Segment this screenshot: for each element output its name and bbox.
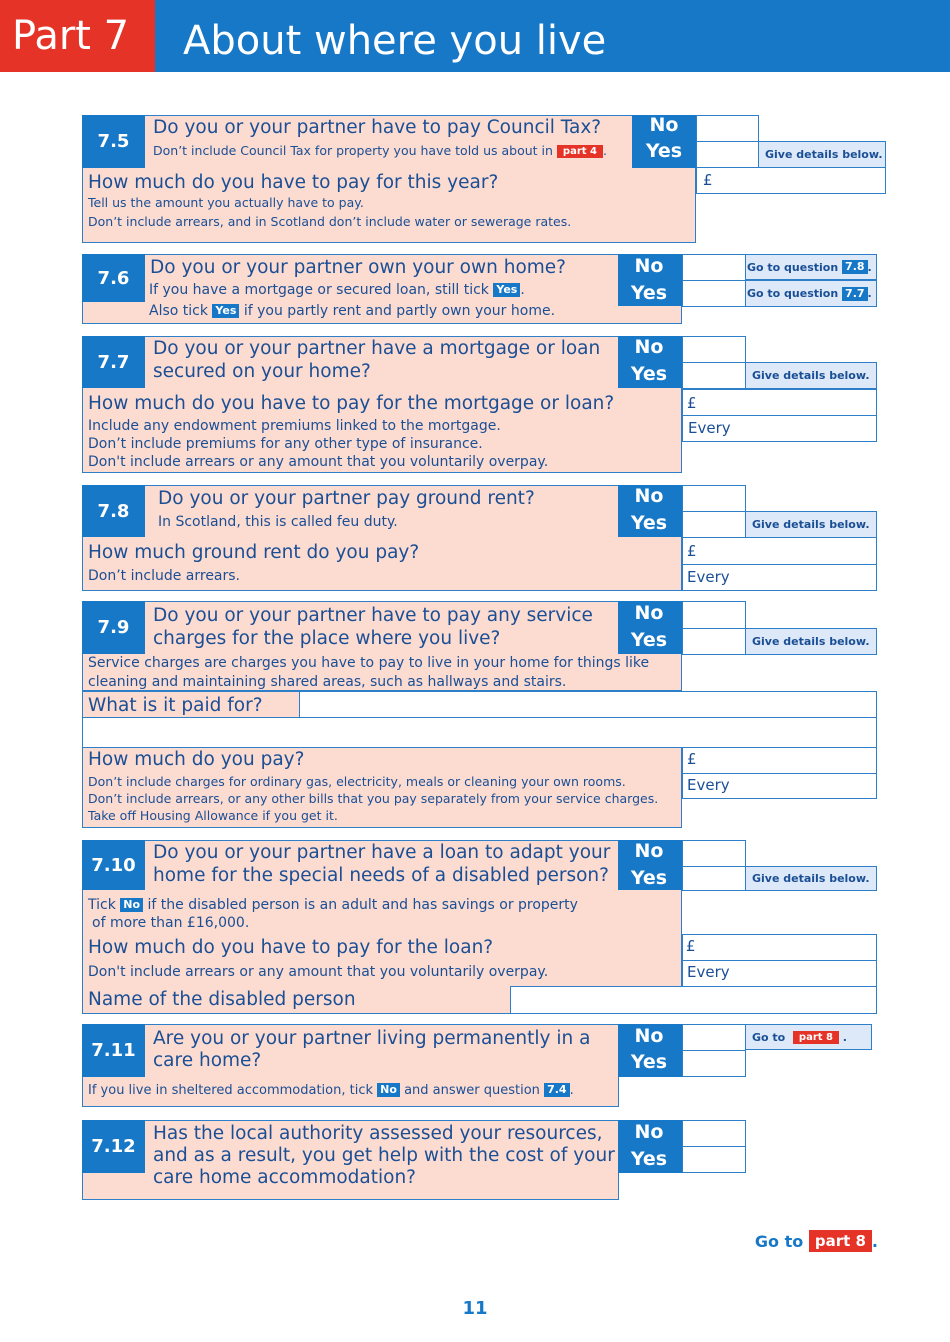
q76-yes-goto: Go to question 7.7 . <box>745 280 877 307</box>
q710-no-label: No <box>634 840 664 862</box>
q712-yes-label: Yes <box>630 1148 668 1170</box>
q77-note-3: Don't include arrears or any amount that you voluntarily overpay. <box>88 454 549 470</box>
q79-question-line-1: Do you or your partner have to pay any service <box>153 605 593 626</box>
q710-give-details: Give details below. <box>745 866 877 891</box>
page-title: About where you live <box>183 18 607 64</box>
q79-number: 7.9 <box>82 601 145 654</box>
q78-give-details: Give details below. <box>745 511 877 538</box>
q710-every-label: Every <box>687 963 730 981</box>
q75-amount-field[interactable] <box>696 167 886 194</box>
q79-pound-sign: £ <box>687 750 697 768</box>
q76-note-2: Also tick Yes if you partly rent and partly own your home. <box>149 303 556 319</box>
q78-question: Do you or your partner pay ground rent? <box>158 488 535 509</box>
part4-tag: part 4 <box>557 145 603 158</box>
q75-note: Don’t include Council Tax for property you have told us about in part 4 . <box>153 143 607 158</box>
q75-no-label: No <box>649 114 679 136</box>
q79-every-label: Every <box>687 776 730 794</box>
q75-no-checkbox[interactable] <box>696 115 759 142</box>
q710-pound-sign: £ <box>686 937 696 955</box>
part8-tag: part 8 <box>809 1230 872 1252</box>
q77-question-line-1: Do you or your partner have a mortgage or loan <box>153 338 601 359</box>
q78-no-label: No <box>634 485 664 507</box>
q77-pound-sign: £ <box>687 394 697 412</box>
q77-note-2: Don’t include premiums for any other type of insurance. <box>88 436 483 452</box>
q79-note-2: cleaning and maintaining shared areas, such as hallways and stairs. <box>88 674 567 690</box>
q76-note-1: If you have a mortgage or secured loan, still tick Yes . <box>149 282 525 298</box>
q711-yes-checkbox[interactable] <box>682 1050 746 1077</box>
q710-name-field[interactable] <box>510 986 877 1014</box>
footer-go-to: Go to part 8 . <box>754 1232 878 1251</box>
q79-amount-field[interactable] <box>682 747 877 774</box>
q712-no-checkbox[interactable] <box>682 1120 746 1147</box>
q77-yes-checkbox[interactable] <box>682 362 746 389</box>
q712-question-line-1: Has the local authority assessed your resources, <box>153 1123 603 1144</box>
q712-number: 7.12 <box>82 1120 145 1173</box>
q75-yes-label: Yes <box>645 140 683 162</box>
q79-paid-for-field-line-2[interactable] <box>82 717 877 748</box>
q77-no-label: No <box>634 336 664 358</box>
q76-no-checkbox[interactable] <box>682 254 746 281</box>
q710-question-line-1: Do you or your partner have a loan to adapt your <box>153 842 611 863</box>
q79-question-line-2: charges for the place where you live? <box>153 628 501 649</box>
q77-number: 7.7 <box>82 336 145 388</box>
q77-every-label: Every <box>688 419 731 437</box>
q75-number: 7.5 <box>82 115 145 168</box>
q710-sub-question: How much do you have to pay for the loan? <box>88 937 494 958</box>
q78-note: In Scotland, this is called feu duty. <box>158 514 398 530</box>
q79-sub-note-1: Don’t include charges for ordinary gas, electricity, meals or cleaning your own rooms. <box>88 774 626 789</box>
yes-tag: Yes <box>493 283 520 297</box>
q77-sub-question: How much do you have to pay for the mortgage or loan? <box>88 393 615 414</box>
q79-paid-for-label: What is it paid for? <box>88 695 263 716</box>
q710-amount-field[interactable] <box>682 934 877 961</box>
q78-pound-sign: £ <box>687 542 697 560</box>
q78-sub-question: How much ground rent do you pay? <box>88 542 420 563</box>
q74-tag: 7.4 <box>544 1083 570 1097</box>
q78-no-checkbox[interactable] <box>682 485 746 512</box>
no-tag: No <box>377 1083 400 1097</box>
q78-number: 7.8 <box>82 485 145 537</box>
q710-question-line-2: home for the special needs of a disabled person? <box>153 865 609 886</box>
q76-no-label: No <box>634 255 664 277</box>
yes-tag: Yes <box>212 304 239 318</box>
q710-yes-label: Yes <box>630 867 668 889</box>
q77-give-details: Give details below. <box>745 362 877 389</box>
q711-no-goto: Go to part 8 . <box>745 1024 872 1050</box>
q76-no-goto: Go to question 7.8 . <box>745 254 877 280</box>
q79-paid-for-field[interactable] <box>299 691 877 718</box>
q711-number: 7.11 <box>82 1024 145 1077</box>
q710-tick-note: Tick No if the disabled person is an adult and has savings or property <box>88 897 578 913</box>
q711-note: If you live in sheltered accommodation, tick No and answer question 7.4 . <box>88 1083 574 1098</box>
q710-sub-note: Don't include arrears or any amount that you voluntarily overpay. <box>88 964 549 980</box>
q711-question-line-2: care home? <box>153 1050 262 1071</box>
q77-note-1: Include any endowment premiums linked to the mortgage. <box>88 418 501 434</box>
q78-sub-note: Don’t include arrears. <box>88 568 241 584</box>
q75-yes-checkbox[interactable] <box>696 141 759 168</box>
q76-number: 7.6 <box>82 254 145 302</box>
q710-yes-checkbox[interactable] <box>682 866 746 891</box>
q712-question-line-3: care home accommodation? <box>153 1167 416 1188</box>
q77-question-line-2: secured on your home? <box>153 361 371 382</box>
page-number: 11 <box>462 1298 488 1319</box>
q712-no-label: No <box>634 1121 664 1143</box>
q75-sub-note-2: Don’t include arrears, and in Scotland don’t include water or sewerage rates. <box>88 214 572 229</box>
q77-no-checkbox[interactable] <box>682 336 746 363</box>
q712-question-line-2: and as a result, you get help with the cost of your <box>153 1145 615 1166</box>
q79-yes-checkbox[interactable] <box>682 628 746 655</box>
no-tag: No <box>120 898 143 912</box>
q711-question-line-1: Are you or your partner living permanently in a <box>153 1028 591 1049</box>
q79-no-checkbox[interactable] <box>682 601 746 629</box>
q76-yes-checkbox[interactable] <box>682 280 746 307</box>
q75-give-details: Give details below. <box>758 141 886 168</box>
q75-sub-question: How much do you have to pay for this year? <box>88 172 499 193</box>
q78-yes-label: Yes <box>630 512 668 534</box>
q710-tick-note-line-2: of more than £16,000. <box>92 915 250 931</box>
q710-number: 7.10 <box>82 840 145 890</box>
q79-no-label: No <box>634 602 664 624</box>
q77-amount-field[interactable] <box>682 389 877 416</box>
q76-yes-label: Yes <box>630 282 668 304</box>
q75-pound-sign: £ <box>703 171 713 189</box>
q711-yes-label: Yes <box>630 1051 668 1073</box>
q79-sub-question: How much do you pay? <box>88 749 305 770</box>
q76-question: Do you or your partner own your own home? <box>150 257 566 278</box>
q75-question: Do you or your partner have to pay Council Tax? <box>153 117 602 138</box>
q78-every-label: Every <box>687 568 730 586</box>
q711-no-checkbox[interactable] <box>682 1024 746 1051</box>
q79-give-details: Give details below. <box>745 628 877 655</box>
q79-yes-label: Yes <box>630 629 668 651</box>
q79-sub-note-2: Don’t include arrears, or any other bills that you pay separately from your service charges. <box>88 791 659 806</box>
q710-name-label: Name of the disabled person <box>88 989 356 1010</box>
q78-yes-checkbox[interactable] <box>682 511 746 538</box>
q79-note-1: Service charges are charges you have to pay to live in your home for things like <box>88 655 650 671</box>
q712-yes-checkbox[interactable] <box>682 1146 746 1173</box>
q711-no-label: No <box>634 1025 664 1047</box>
q78-amount-field[interactable] <box>682 537 877 565</box>
part-label: Part 7 <box>0 0 155 72</box>
q77-yes-label: Yes <box>630 363 668 385</box>
q75-sub-note-1: Tell us the amount you actually have to pay. <box>88 195 364 210</box>
q79-sub-note-3: Take off Housing Allowance if you get it. <box>88 808 338 823</box>
q710-no-checkbox[interactable] <box>682 840 746 867</box>
